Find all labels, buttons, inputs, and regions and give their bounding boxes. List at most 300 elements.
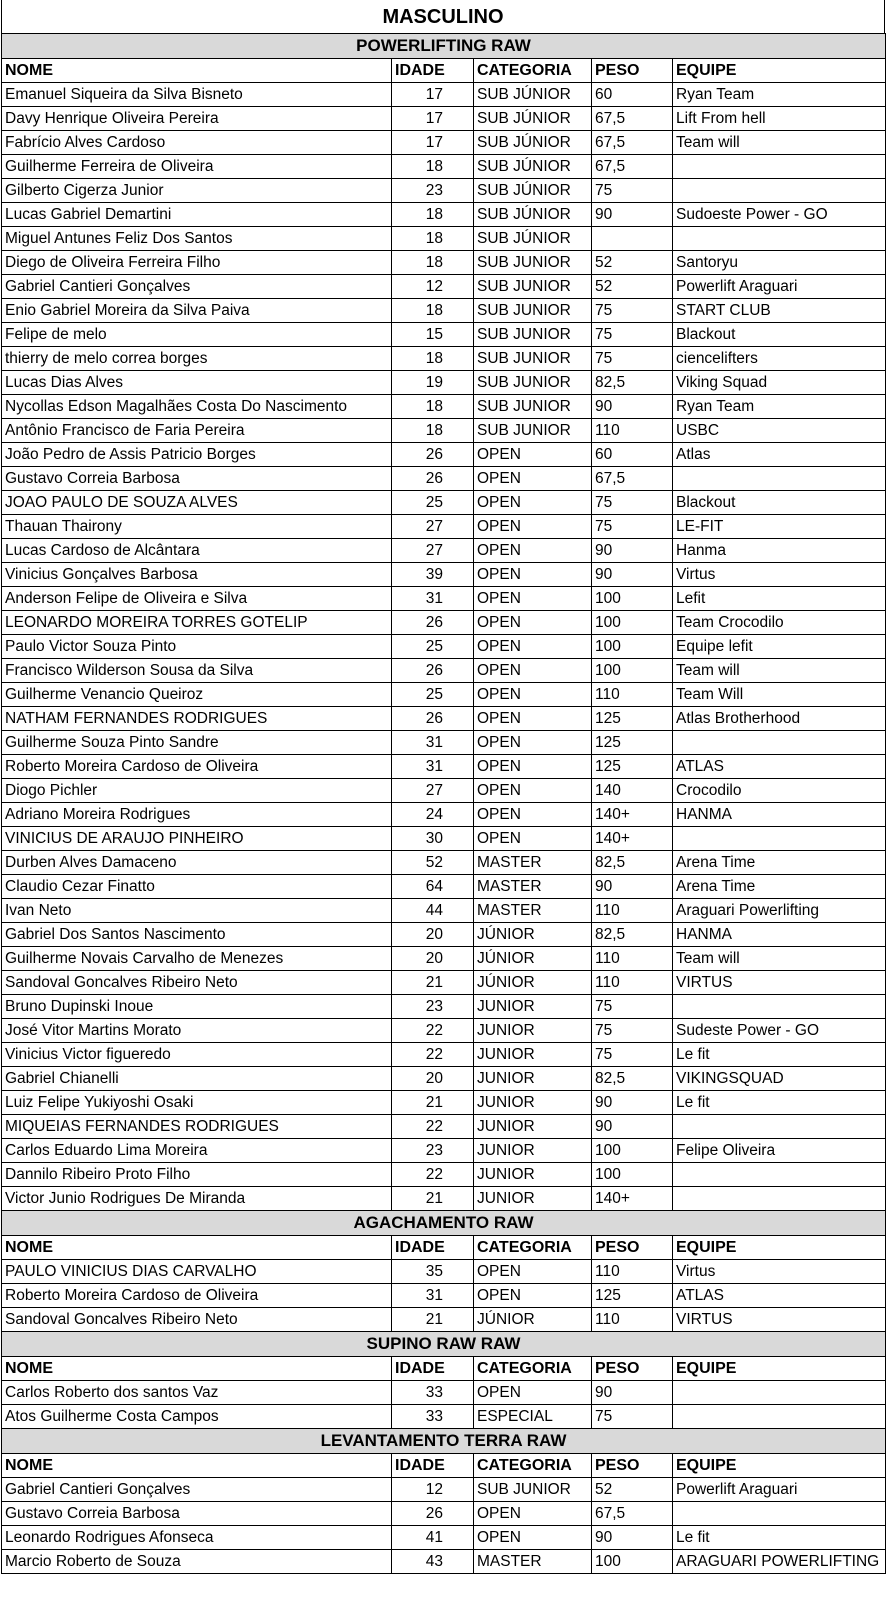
athletes-table — [1, 33, 886, 1574]
cell-nome: JOAO PAULO DE SOUZA ALVES — [2, 491, 392, 515]
cell-idade: 26 — [392, 611, 474, 635]
cell-categoria: JUNIOR — [474, 1091, 592, 1115]
cell-categoria: SUB JÚNIOR — [474, 227, 592, 251]
cell-idade: 18 — [392, 299, 474, 323]
cell-equipe: Hanma — [673, 539, 886, 563]
cell-peso: 75 — [592, 299, 673, 323]
cell-peso: 140+ — [592, 803, 673, 827]
cell-nome: Thauan Thairony — [2, 515, 392, 539]
section-title: AGACHAMENTO RAW — [2, 1211, 886, 1236]
cell-nome: Gabriel Chianelli — [2, 1067, 392, 1091]
cell-equipe: Sudoeste Power - GO — [673, 203, 886, 227]
cell-nome: Vinicius Gonçalves Barbosa — [2, 563, 392, 587]
table-row — [2, 587, 886, 611]
cell-nome: Gustavo Correia Barbosa — [2, 1502, 392, 1526]
cell-nome: José Vitor Martins Morato — [2, 1019, 392, 1043]
cell-idade: 15 — [392, 323, 474, 347]
cell-peso: 75 — [592, 179, 673, 203]
cell-equipe: Lefit — [673, 587, 886, 611]
cell-idade: 27 — [392, 515, 474, 539]
column-header-idade: IDADE — [392, 1454, 474, 1478]
cell-idade: 31 — [392, 755, 474, 779]
column-header-equipe: EQUIPE — [673, 1454, 886, 1478]
cell-nome: Antônio Francisco de Faria Pereira — [2, 419, 392, 443]
cell-idade: 31 — [392, 1284, 474, 1308]
cell-peso: 82,5 — [592, 923, 673, 947]
cell-idade: 52 — [392, 851, 474, 875]
table-row — [2, 539, 886, 563]
cell-nome: Anderson Felipe de Oliveira e Silva — [2, 587, 392, 611]
cell-nome: Paulo Victor Souza Pinto — [2, 635, 392, 659]
cell-peso: 100 — [592, 1550, 673, 1574]
cell-nome: Ivan Neto — [2, 899, 392, 923]
cell-nome: Enio Gabriel Moreira da Silva Paiva — [2, 299, 392, 323]
table-row — [2, 563, 886, 587]
cell-equipe — [673, 731, 886, 755]
table-row — [2, 875, 886, 899]
cell-categoria: SUB JUNIOR — [474, 347, 592, 371]
table-row — [2, 1550, 886, 1574]
cell-nome: Fabrício Alves Cardoso — [2, 131, 392, 155]
cell-peso: 52 — [592, 1478, 673, 1502]
cell-peso: 75 — [592, 323, 673, 347]
column-header-nome: NOME — [2, 1454, 392, 1478]
cell-peso: 60 — [592, 83, 673, 107]
cell-peso: 110 — [592, 1308, 673, 1332]
cell-categoria: SUB JUNIOR — [474, 1478, 592, 1502]
cell-nome: Atos Guilherme Costa Campos — [2, 1405, 392, 1429]
cell-nome: Adriano Moreira Rodrigues — [2, 803, 392, 827]
cell-categoria: JUNIOR — [474, 1067, 592, 1091]
cell-idade: 18 — [392, 251, 474, 275]
cell-peso: 90 — [592, 563, 673, 587]
cell-categoria: JUNIOR — [474, 1187, 592, 1211]
cell-equipe: Santoryu — [673, 251, 886, 275]
cell-peso: 90 — [592, 395, 673, 419]
cell-equipe — [673, 227, 886, 251]
cell-peso: 75 — [592, 491, 673, 515]
cell-idade: 26 — [392, 707, 474, 731]
cell-equipe: Equipe lefit — [673, 635, 886, 659]
cell-peso: 110 — [592, 419, 673, 443]
cell-equipe: Viking Squad — [673, 371, 886, 395]
cell-equipe: Atlas Brotherhood — [673, 707, 886, 731]
cell-peso: 125 — [592, 1284, 673, 1308]
cell-categoria: SUB JUNIOR — [474, 371, 592, 395]
cell-nome: Francisco Wilderson Sousa da Silva — [2, 659, 392, 683]
cell-equipe: Virtus — [673, 563, 886, 587]
cell-idade: 25 — [392, 491, 474, 515]
cell-equipe: Crocodilo — [673, 779, 886, 803]
cell-categoria: OPEN — [474, 779, 592, 803]
cell-categoria: OPEN — [474, 611, 592, 635]
cell-peso: 110 — [592, 899, 673, 923]
cell-idade: 64 — [392, 875, 474, 899]
section-title: LEVANTAMENTO TERRA RAW — [2, 1429, 886, 1454]
cell-categoria: SUB JÚNIOR — [474, 131, 592, 155]
cell-idade: 31 — [392, 731, 474, 755]
cell-idade: 20 — [392, 1067, 474, 1091]
cell-categoria: JUNIOR — [474, 995, 592, 1019]
cell-idade: 23 — [392, 995, 474, 1019]
cell-categoria: JUNIOR — [474, 1163, 592, 1187]
table-row — [2, 467, 886, 491]
cell-categoria: JÚNIOR — [474, 923, 592, 947]
cell-nome: Roberto Moreira Cardoso de Oliveira — [2, 1284, 392, 1308]
cell-idade: 23 — [392, 1139, 474, 1163]
cell-nome: Claudio Cezar Finatto — [2, 875, 392, 899]
cell-equipe: Araguari Powerlifting — [673, 899, 886, 923]
cell-peso: 140 — [592, 779, 673, 803]
cell-nome: Luiz Felipe Yukiyoshi Osaki — [2, 1091, 392, 1115]
cell-categoria: MASTER — [474, 851, 592, 875]
cell-idade: 43 — [392, 1550, 474, 1574]
cell-idade: 35 — [392, 1260, 474, 1284]
cell-peso: 52 — [592, 251, 673, 275]
cell-categoria: OPEN — [474, 731, 592, 755]
cell-categoria: SUB JUNIOR — [474, 419, 592, 443]
cell-equipe — [673, 179, 886, 203]
cell-peso: 110 — [592, 1260, 673, 1284]
table-row — [2, 227, 886, 251]
cell-nome: Gabriel Dos Santos Nascimento — [2, 923, 392, 947]
cell-equipe: ATLAS — [673, 1284, 886, 1308]
cell-equipe: USBC — [673, 419, 886, 443]
column-header-nome: NOME — [2, 1236, 392, 1260]
cell-categoria: OPEN — [474, 635, 592, 659]
cell-nome: Lucas Dias Alves — [2, 371, 392, 395]
cell-peso: 100 — [592, 635, 673, 659]
cell-categoria: OPEN — [474, 491, 592, 515]
cell-idade: 17 — [392, 83, 474, 107]
cell-nome: Felipe de melo — [2, 323, 392, 347]
cell-equipe: START CLUB — [673, 299, 886, 323]
cell-categoria: SUB JUNIOR — [474, 251, 592, 275]
table-row — [2, 683, 886, 707]
cell-peso: 110 — [592, 947, 673, 971]
cell-categoria: OPEN — [474, 1526, 592, 1550]
table-row — [2, 371, 886, 395]
cell-categoria: MASTER — [474, 1550, 592, 1574]
section-title-row — [2, 1211, 886, 1236]
cell-equipe — [673, 1502, 886, 1526]
cell-idade: 12 — [392, 275, 474, 299]
table-row — [2, 251, 886, 275]
cell-equipe: Arena Time — [673, 851, 886, 875]
table-row — [2, 755, 886, 779]
cell-categoria: MASTER — [474, 899, 592, 923]
cell-idade: 22 — [392, 1043, 474, 1067]
cell-equipe: Ryan Team — [673, 83, 886, 107]
section-title-row — [2, 1429, 886, 1454]
cell-idade: 18 — [392, 395, 474, 419]
cell-equipe: Atlas — [673, 443, 886, 467]
column-header-categoria: CATEGORIA — [474, 59, 592, 83]
table-row — [2, 827, 886, 851]
column-header-peso: PESO — [592, 1357, 673, 1381]
sheet-title: MASCULINO — [1, 0, 885, 33]
table-row — [2, 995, 886, 1019]
table-row — [2, 1163, 886, 1187]
table-row — [2, 155, 886, 179]
cell-peso: 60 — [592, 443, 673, 467]
table-row — [2, 803, 886, 827]
cell-nome: thierry de melo correa borges — [2, 347, 392, 371]
column-header-peso: PESO — [592, 59, 673, 83]
table-row — [2, 1381, 886, 1405]
table-row — [2, 323, 886, 347]
cell-categoria: OPEN — [474, 827, 592, 851]
cell-idade: 17 — [392, 107, 474, 131]
table-row — [2, 491, 886, 515]
cell-nome: Carlos Roberto dos santos Vaz — [2, 1381, 392, 1405]
table-row — [2, 1067, 886, 1091]
cell-peso: 75 — [592, 515, 673, 539]
cell-categoria: OPEN — [474, 1260, 592, 1284]
cell-peso: 100 — [592, 611, 673, 635]
table-row — [2, 179, 886, 203]
section-title-row — [2, 34, 886, 59]
cell-nome: NATHAM FERNANDES RODRIGUES — [2, 707, 392, 731]
table-row — [2, 1478, 886, 1502]
table-row — [2, 419, 886, 443]
table-row — [2, 275, 886, 299]
table-row — [2, 107, 886, 131]
cell-equipe — [673, 1187, 886, 1211]
cell-idade: 25 — [392, 635, 474, 659]
cell-nome: Dannilo Ribeiro Proto Filho — [2, 1163, 392, 1187]
cell-equipe — [673, 467, 886, 491]
cell-categoria: SUB JÚNIOR — [474, 155, 592, 179]
cell-equipe: Powerlift Araguari — [673, 275, 886, 299]
cell-peso: 100 — [592, 1163, 673, 1187]
cell-peso: 90 — [592, 539, 673, 563]
cell-categoria: JÚNIOR — [474, 947, 592, 971]
table-row — [2, 659, 886, 683]
cell-categoria: SUB JÚNIOR — [474, 203, 592, 227]
cell-idade: 44 — [392, 899, 474, 923]
cell-equipe — [673, 1115, 886, 1139]
cell-idade: 31 — [392, 587, 474, 611]
cell-equipe — [673, 155, 886, 179]
column-header-idade: IDADE — [392, 1236, 474, 1260]
cell-idade: 26 — [392, 443, 474, 467]
column-header-equipe: EQUIPE — [673, 59, 886, 83]
cell-peso: 125 — [592, 707, 673, 731]
table-row — [2, 395, 886, 419]
table-row — [2, 131, 886, 155]
cell-peso: 75 — [592, 347, 673, 371]
cell-categoria: OPEN — [474, 1284, 592, 1308]
cell-peso — [592, 227, 673, 251]
cell-equipe: VIRTUS — [673, 1308, 886, 1332]
cell-idade: 18 — [392, 227, 474, 251]
cell-nome: Gilberto Cigerza Junior — [2, 179, 392, 203]
cell-equipe: Sudeste Power - GO — [673, 1019, 886, 1043]
cell-equipe: Le fit — [673, 1043, 886, 1067]
column-header-nome: NOME — [2, 59, 392, 83]
table-row — [2, 779, 886, 803]
cell-nome: Emanuel Siqueira da Silva Bisneto — [2, 83, 392, 107]
table-row — [2, 1139, 886, 1163]
table-row — [2, 731, 886, 755]
table-row — [2, 611, 886, 635]
cell-equipe — [673, 827, 886, 851]
cell-equipe: Ryan Team — [673, 395, 886, 419]
cell-equipe: Team will — [673, 947, 886, 971]
cell-categoria: JÚNIOR — [474, 1308, 592, 1332]
cell-nome: Gabriel Cantieri Gonçalves — [2, 1478, 392, 1502]
table-row — [2, 635, 886, 659]
column-header-peso: PESO — [592, 1236, 673, 1260]
table-body — [2, 34, 886, 1574]
column-header-row — [2, 1357, 886, 1381]
cell-categoria: OPEN — [474, 1381, 592, 1405]
cell-idade: 41 — [392, 1526, 474, 1550]
cell-categoria: OPEN — [474, 803, 592, 827]
cell-idade: 25 — [392, 683, 474, 707]
cell-nome: Gabriel Cantieri Gonçalves — [2, 275, 392, 299]
cell-idade: 12 — [392, 1478, 474, 1502]
cell-peso: 90 — [592, 1526, 673, 1550]
cell-nome: Sandoval Goncalves Ribeiro Neto — [2, 1308, 392, 1332]
cell-equipe: Le fit — [673, 1526, 886, 1550]
cell-peso: 82,5 — [592, 1067, 673, 1091]
column-header-categoria: CATEGORIA — [474, 1357, 592, 1381]
cell-peso: 67,5 — [592, 155, 673, 179]
cell-idade: 19 — [392, 371, 474, 395]
cell-categoria: JUNIOR — [474, 1043, 592, 1067]
cell-categoria: JÚNIOR — [474, 971, 592, 995]
cell-idade: 22 — [392, 1163, 474, 1187]
cell-idade: 26 — [392, 1502, 474, 1526]
cell-peso: 75 — [592, 995, 673, 1019]
cell-categoria: OPEN — [474, 539, 592, 563]
column-header-idade: IDADE — [392, 59, 474, 83]
cell-categoria: OPEN — [474, 515, 592, 539]
cell-peso: 67,5 — [592, 467, 673, 491]
cell-nome: Victor Junio Rodrigues De Miranda — [2, 1187, 392, 1211]
cell-idade: 18 — [392, 203, 474, 227]
cell-nome: Vinicius Victor figueredo — [2, 1043, 392, 1067]
cell-equipe — [673, 995, 886, 1019]
cell-nome: Guilherme Souza Pinto Sandre — [2, 731, 392, 755]
cell-equipe: Arena Time — [673, 875, 886, 899]
cell-categoria: OPEN — [474, 563, 592, 587]
cell-idade: 30 — [392, 827, 474, 851]
cell-idade: 18 — [392, 347, 474, 371]
cell-categoria: JUNIOR — [474, 1115, 592, 1139]
cell-equipe — [673, 1163, 886, 1187]
cell-equipe: Le fit — [673, 1091, 886, 1115]
cell-peso: 90 — [592, 875, 673, 899]
cell-peso: 140+ — [592, 827, 673, 851]
cell-equipe: ARAGUARI POWERLIFTING — [673, 1550, 886, 1574]
cell-nome: Sandoval Goncalves Ribeiro Neto — [2, 971, 392, 995]
cell-equipe: Blackout — [673, 323, 886, 347]
cell-peso: 82,5 — [592, 851, 673, 875]
cell-categoria: JUNIOR — [474, 1019, 592, 1043]
column-header-idade: IDADE — [392, 1357, 474, 1381]
cell-categoria: SUB JUNIOR — [474, 275, 592, 299]
cell-idade: 24 — [392, 803, 474, 827]
cell-peso: 100 — [592, 587, 673, 611]
section-title-row — [2, 1332, 886, 1357]
cell-peso: 75 — [592, 1019, 673, 1043]
cell-idade: 18 — [392, 155, 474, 179]
cell-categoria: SUB JUNIOR — [474, 395, 592, 419]
cell-peso: 90 — [592, 203, 673, 227]
cell-nome: Gustavo Correia Barbosa — [2, 467, 392, 491]
cell-equipe — [673, 1381, 886, 1405]
cell-nome: Marcio Roberto de Souza — [2, 1550, 392, 1574]
table-row — [2, 1502, 886, 1526]
cell-nome: Guilherme Ferreira de Oliveira — [2, 155, 392, 179]
cell-equipe: Team will — [673, 659, 886, 683]
cell-peso: 90 — [592, 1091, 673, 1115]
cell-equipe: Lift From hell — [673, 107, 886, 131]
cell-equipe: HANMA — [673, 803, 886, 827]
cell-categoria: OPEN — [474, 659, 592, 683]
cell-nome: Lucas Gabriel Demartini — [2, 203, 392, 227]
cell-nome: Diego de Oliveira Ferreira Filho — [2, 251, 392, 275]
cell-categoria: SUB JÚNIOR — [474, 83, 592, 107]
cell-idade: 23 — [392, 179, 474, 203]
section-title: POWERLIFTING RAW — [2, 34, 886, 59]
column-header-row — [2, 1454, 886, 1478]
cell-peso: 125 — [592, 731, 673, 755]
cell-nome: VINICIUS DE ARAUJO PINHEIRO — [2, 827, 392, 851]
cell-nome: Davy Henrique Oliveira Pereira — [2, 107, 392, 131]
cell-idade: 26 — [392, 467, 474, 491]
table-row — [2, 1260, 886, 1284]
cell-idade: 21 — [392, 1308, 474, 1332]
cell-idade: 33 — [392, 1381, 474, 1405]
table-row — [2, 1526, 886, 1550]
results-sheet — [1, 0, 885, 1574]
table-row — [2, 515, 886, 539]
cell-nome: Lucas Cardoso de Alcântara — [2, 539, 392, 563]
cell-equipe: LE-FIT — [673, 515, 886, 539]
cell-equipe: ATLAS — [673, 755, 886, 779]
cell-nome: MIQUEIAS FERNANDES RODRIGUES — [2, 1115, 392, 1139]
cell-idade: 33 — [392, 1405, 474, 1429]
cell-categoria: MASTER — [474, 875, 592, 899]
table-row — [2, 299, 886, 323]
cell-equipe: VIRTUS — [673, 971, 886, 995]
cell-categoria: SUB JÚNIOR — [474, 179, 592, 203]
cell-equipe: Felipe Oliveira — [673, 1139, 886, 1163]
table-row — [2, 1308, 886, 1332]
table-row — [2, 443, 886, 467]
table-row — [2, 203, 886, 227]
cell-peso: 100 — [592, 1139, 673, 1163]
table-row — [2, 971, 886, 995]
column-header-row — [2, 59, 886, 83]
cell-idade: 18 — [392, 419, 474, 443]
cell-categoria: SUB JUNIOR — [474, 323, 592, 347]
cell-peso: 110 — [592, 683, 673, 707]
cell-categoria: OPEN — [474, 755, 592, 779]
cell-nome: LEONARDO MOREIRA TORRES GOTELIP — [2, 611, 392, 635]
cell-equipe: Team will — [673, 131, 886, 155]
cell-idade: 27 — [392, 539, 474, 563]
cell-peso: 52 — [592, 275, 673, 299]
table-row — [2, 851, 886, 875]
cell-peso: 90 — [592, 1115, 673, 1139]
cell-categoria: OPEN — [474, 1502, 592, 1526]
cell-equipe: Powerlift Araguari — [673, 1478, 886, 1502]
